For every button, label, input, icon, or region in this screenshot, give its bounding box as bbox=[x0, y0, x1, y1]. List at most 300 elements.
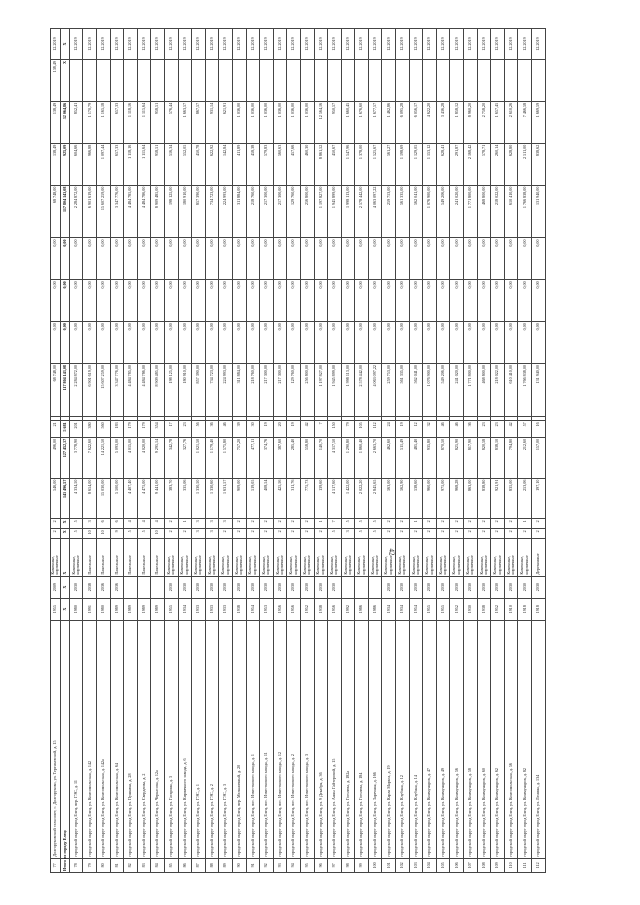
table-cell: 0,00 bbox=[314, 280, 328, 322]
table-cell: 23 bbox=[178, 421, 192, 438]
table-cell: 2030 bbox=[287, 576, 301, 598]
table-cell: 0,00 bbox=[110, 322, 124, 364]
table-cell: 838,62 bbox=[532, 143, 546, 185]
table-cell: 201 bbox=[69, 421, 83, 438]
table-cell: 1952 bbox=[491, 598, 505, 620]
table-cell: 6 bbox=[97, 519, 111, 529]
table-cell: 450,78 bbox=[192, 143, 206, 185]
table-cell: 975,00 bbox=[436, 478, 450, 519]
table-cell: Каменные, кирпичные bbox=[287, 539, 301, 576]
table-cell: 84 bbox=[151, 858, 165, 872]
table-cell: 657,33 bbox=[110, 143, 124, 185]
table-cell: 0,00 bbox=[83, 238, 97, 280]
table-cell: 1955 bbox=[436, 598, 450, 620]
table-cell: 0,00 bbox=[69, 238, 83, 280]
table-cell: Каменные, кирпичные bbox=[396, 539, 410, 576]
table-cell: 2 022,20 bbox=[355, 478, 369, 519]
table-cell: 198 125,00 bbox=[164, 185, 178, 238]
table-cell: 2030 bbox=[260, 576, 274, 598]
table-cell: 0,00 bbox=[450, 322, 464, 364]
table-cell: 3 bbox=[205, 519, 219, 529]
table-cell: 0,00 bbox=[491, 280, 505, 322]
table-cell: 0,00 bbox=[532, 322, 546, 364]
table-cell: 12 564,16 bbox=[314, 101, 328, 143]
table-row bbox=[260, 29, 274, 873]
table-cell: 0,00 bbox=[60, 280, 69, 322]
table-cell: 958,51 bbox=[151, 101, 165, 143]
table-cell: 2 bbox=[450, 529, 464, 539]
table-cell: 2030 bbox=[192, 576, 206, 598]
table-cell: 112 bbox=[368, 421, 382, 438]
table-cell: 2 bbox=[314, 529, 328, 539]
table-cell: 142,84 bbox=[219, 143, 233, 185]
table-cell bbox=[328, 60, 342, 102]
table-row bbox=[504, 29, 518, 873]
table-cell bbox=[137, 60, 151, 102]
table-cell: 0,00 bbox=[287, 280, 301, 322]
table-cell bbox=[436, 416, 450, 420]
table-cell: 4 475,00 bbox=[137, 478, 151, 519]
table-cell: 94 bbox=[287, 858, 301, 872]
table-cell: 17 bbox=[164, 421, 178, 438]
table-cell bbox=[60, 416, 69, 420]
table-cell: 0,00 bbox=[409, 238, 423, 280]
table-cell: 217 300,00 bbox=[260, 185, 274, 238]
table-cell: 183 bbox=[110, 421, 124, 438]
table-cell: 0,00 bbox=[151, 238, 165, 280]
table-cell: 12.2019 bbox=[382, 29, 396, 60]
table-cell bbox=[273, 60, 287, 102]
table-cell: 0,00 bbox=[341, 322, 355, 364]
table-cell: 925,09 bbox=[60, 143, 69, 185]
table-cell: 0,00 bbox=[178, 280, 192, 322]
table-cell: 68 748,00 bbox=[51, 185, 61, 238]
table-cell: 12.2019 bbox=[368, 29, 382, 60]
table-cell: 2030 bbox=[423, 576, 437, 598]
table-cell: 1 179,40 bbox=[205, 437, 219, 478]
table-cell: 1938 bbox=[232, 598, 246, 620]
table-cell: 1 bbox=[314, 519, 328, 529]
table-cell: 12.2019 bbox=[124, 29, 138, 60]
table-cell: 105 bbox=[436, 858, 450, 872]
table-cell bbox=[110, 416, 124, 420]
table-cell: 19 bbox=[260, 421, 274, 438]
table-cell: 3 bbox=[219, 519, 233, 529]
table-cell: 285,40 bbox=[287, 437, 301, 478]
table-row bbox=[151, 29, 165, 873]
table-cell: 0,00 bbox=[532, 280, 546, 322]
table-cell bbox=[382, 416, 396, 420]
table-cell: 1986 bbox=[368, 598, 382, 620]
table-cell: 2 bbox=[382, 519, 396, 529]
table-cell: 838,10 bbox=[491, 437, 505, 478]
table-cell: 6 095,28 bbox=[396, 101, 410, 143]
table-cell: 0,00 bbox=[192, 238, 206, 280]
table-cell: 2 bbox=[178, 529, 192, 539]
table-cell: Каменные, кирпичные bbox=[260, 539, 274, 576]
table-cell: 90 bbox=[232, 858, 246, 872]
table-cell: 1 422,00 bbox=[341, 478, 355, 519]
table-cell: 1 525,67 bbox=[368, 143, 382, 185]
table-cell: 32 064,86 bbox=[60, 101, 69, 143]
table-cell: 2 bbox=[300, 529, 314, 539]
table-cell: городской округ город Елец, ул. ГЭС, д. 2 bbox=[205, 620, 219, 858]
table-cell: 0,00 bbox=[219, 238, 233, 280]
table-cell: 2 bbox=[423, 529, 437, 539]
table-cell: 2 bbox=[396, 519, 410, 529]
table-cell: 0,00 bbox=[246, 238, 260, 280]
table-cell: 604,66 bbox=[69, 143, 83, 185]
table-row bbox=[273, 29, 287, 873]
table-cell bbox=[232, 60, 246, 102]
table-cell: 5 500,00 bbox=[110, 478, 124, 519]
table-cell: 2 bbox=[396, 529, 410, 539]
table-cell: 327,76 bbox=[178, 437, 192, 478]
table-cell: 88 bbox=[205, 858, 219, 872]
table-cell: 131 940,00 bbox=[532, 185, 546, 238]
table-cell: 0,00 bbox=[504, 280, 518, 322]
table-cell: городской округ город Елец, ул. Заречная, д. 166 bbox=[368, 620, 382, 858]
table-row bbox=[69, 29, 83, 873]
table-cell: Панельные bbox=[110, 539, 124, 576]
table-cell: 0,00 bbox=[464, 280, 478, 322]
table-cell: 12.2019 bbox=[341, 29, 355, 60]
table-cell: 460,30 bbox=[300, 143, 314, 185]
table-cell: Каменные, кирпичные bbox=[450, 539, 464, 576]
table-cell: 2 bbox=[260, 529, 274, 539]
table-cell: 79 bbox=[83, 858, 97, 872]
table-cell bbox=[314, 60, 328, 102]
table-cell: 549 206,00 bbox=[436, 185, 450, 238]
table-cell: 241 020,00 bbox=[450, 185, 464, 238]
table-cell: 610 410,00 bbox=[504, 364, 518, 417]
table-cell bbox=[151, 416, 165, 420]
table-cell: 0,00 bbox=[51, 238, 61, 280]
table-cell: 2 bbox=[219, 529, 233, 539]
table-cell: 12.2019 bbox=[219, 29, 233, 60]
table-cell: 1 462,86 bbox=[382, 101, 396, 143]
table-cell bbox=[97, 60, 111, 102]
table-cell: 81 bbox=[110, 858, 124, 872]
table-cell: 36 bbox=[205, 421, 219, 438]
page-number: 42 bbox=[387, 548, 396, 556]
table-cell: 0,00 bbox=[205, 238, 219, 280]
table-cell: 1989 bbox=[151, 598, 165, 620]
table-cell: 383,70 bbox=[164, 478, 178, 519]
table-row bbox=[423, 29, 437, 873]
table-cell: 0,00 bbox=[423, 280, 437, 322]
table-cell: 408,54 bbox=[260, 478, 274, 519]
table-cell: 21 bbox=[51, 421, 61, 438]
table-cell: 46 bbox=[450, 421, 464, 438]
table-cell: 99 bbox=[355, 858, 369, 872]
table-cell: 12.2019 bbox=[504, 29, 518, 60]
table-cell: 12.2019 bbox=[396, 29, 410, 60]
table-cell bbox=[409, 416, 423, 420]
table-row bbox=[205, 29, 219, 873]
table-cell: 621,91 bbox=[219, 101, 233, 143]
table-cell: 1989 bbox=[124, 598, 138, 620]
table-cell bbox=[341, 416, 355, 420]
table-cell: 468 800,00 bbox=[477, 185, 491, 238]
table-cell: 12.2019 bbox=[300, 29, 314, 60]
table-cell: 628,41 bbox=[436, 143, 450, 185]
table-cell bbox=[464, 60, 478, 102]
table-cell: 0,00 bbox=[83, 322, 97, 364]
table-cell: 734 723,00 bbox=[205, 185, 219, 238]
table-cell: 32 bbox=[423, 421, 437, 438]
table-cell: 102 bbox=[396, 858, 410, 872]
table-cell: 2 bbox=[273, 529, 287, 539]
table-cell: 511,49 bbox=[396, 437, 410, 478]
table-cell: 0,00 bbox=[300, 322, 314, 364]
table-cell bbox=[491, 60, 505, 102]
table-cell: 870,50 bbox=[436, 437, 450, 478]
table-cell: 950,57 bbox=[328, 101, 342, 143]
table-cell: 9 295,14 bbox=[151, 437, 165, 478]
table-cell: 519,05 bbox=[246, 478, 260, 519]
table-cell: Каменные, кирпичные bbox=[192, 539, 206, 576]
table-cell: 217 300,00 bbox=[260, 364, 274, 417]
table-cell: городской округ город Елец, ул. Пушкина, д. 28 bbox=[124, 620, 138, 858]
table-cell: городской округ город Елец, пер. Мельничный, д. 20 bbox=[232, 620, 246, 858]
table-cell: 3 bbox=[192, 529, 206, 539]
table-cell: 179 bbox=[137, 421, 151, 438]
table-cell: городской округ город Елец, пер. ГЭС, д. 11 bbox=[69, 620, 83, 858]
table-cell bbox=[97, 416, 111, 420]
table-cell: 0,00 bbox=[300, 280, 314, 322]
table-cell: городской округ город Елец, ул. Комсомольская, д. 56 bbox=[504, 620, 518, 858]
table-cell: 4 063 097,22 bbox=[368, 364, 382, 417]
table-cell: 5 bbox=[69, 529, 83, 539]
table-cell: 42 bbox=[504, 421, 518, 438]
table-cell: X bbox=[60, 519, 69, 529]
table-cell: 218 022,00 bbox=[491, 185, 505, 238]
table-cell: 1991 bbox=[83, 598, 97, 620]
table-cell: 935,80 bbox=[423, 437, 437, 478]
table-cell: 180 910,00 bbox=[178, 364, 192, 417]
table-cell: 2 bbox=[436, 529, 450, 539]
table-cell: Панельные bbox=[151, 539, 165, 576]
table-cell: 259 753,00 bbox=[382, 364, 396, 417]
table-cell: 2 bbox=[51, 519, 61, 529]
table-cell: 1938 bbox=[314, 598, 328, 620]
table-cell: Каменные, кирпичные bbox=[368, 539, 382, 576]
table-cell: 1952 bbox=[450, 598, 464, 620]
table-cell bbox=[83, 60, 97, 102]
table-cell: 97 bbox=[328, 858, 342, 872]
table-cell: 2 bbox=[232, 529, 246, 539]
table-cell: 0,00 bbox=[110, 238, 124, 280]
table-cell: 0,00 bbox=[219, 280, 233, 322]
table-cell: 256 800,00 bbox=[300, 364, 314, 417]
table-row bbox=[382, 29, 396, 873]
table-cell: 4 334,50 bbox=[69, 478, 83, 519]
table-cell: 0,00 bbox=[396, 238, 410, 280]
table-cell: 622,92 bbox=[205, 143, 219, 185]
table-cell: городской округ город Елец, пос. Известкового завода, д. 3 bbox=[300, 620, 314, 858]
table-cell: 143 496,57 bbox=[60, 478, 69, 519]
table-cell bbox=[300, 60, 314, 102]
table-cell: 93 bbox=[273, 858, 287, 872]
table-cell: 857 390,00 bbox=[192, 364, 206, 417]
table-cell: 3 347 776,00 bbox=[110, 364, 124, 417]
table-cell: 12.2019 bbox=[423, 29, 437, 60]
table-cell: 0,00 bbox=[314, 322, 328, 364]
table-cell: 1 663,57 bbox=[178, 101, 192, 143]
table-cell: 85 bbox=[164, 858, 178, 872]
table-cell: 2 bbox=[504, 519, 518, 529]
table-cell: 0,00 bbox=[273, 238, 287, 280]
table-cell: городской округ город Елец, ул. Комсомольская, д. 142 bbox=[83, 620, 97, 858]
table-cell: 23 bbox=[491, 421, 505, 438]
table-cell: 19 bbox=[287, 421, 301, 438]
table-cell: 1 290,80 bbox=[341, 437, 355, 478]
table-cell: 0,00 bbox=[246, 280, 260, 322]
table-cell bbox=[246, 416, 260, 420]
table-cell: 2030 bbox=[409, 576, 423, 598]
table-cell: 1910 bbox=[504, 598, 518, 620]
table-cell: 0,00 bbox=[83, 280, 97, 322]
table-cell: 12.2019 bbox=[328, 29, 342, 60]
table-cell: 111 bbox=[518, 858, 532, 872]
table-cell: 0,00 bbox=[232, 322, 246, 364]
table-cell: Каменные, кирпичные bbox=[423, 539, 437, 576]
table-cell: 0,00 bbox=[355, 280, 369, 322]
table-cell: 82 bbox=[124, 858, 138, 872]
table-cell: 0,00 bbox=[287, 322, 301, 364]
table-cell: 311 884,00 bbox=[232, 185, 246, 238]
table-cell: 8 960,20 bbox=[464, 101, 478, 143]
table-cell: 101 bbox=[382, 858, 396, 872]
table-cell: 516,34 bbox=[164, 143, 178, 185]
table-cell: городской округ город Елец, ул. Комсомольская, д. 142а bbox=[97, 620, 111, 858]
table-cell: городской округ город Елец, ул. Клубная, д. 12 bbox=[396, 620, 410, 858]
table-cell: 0,00 bbox=[97, 322, 111, 364]
table-cell: 2 bbox=[450, 519, 464, 529]
table-cell bbox=[273, 416, 287, 420]
table-cell: Каменные, кирпичные bbox=[491, 539, 505, 576]
table-cell: 2 578 442,00 bbox=[355, 185, 369, 238]
table-cell: 2 284 872,00 bbox=[69, 185, 83, 238]
table-cell: 5 681 bbox=[60, 421, 69, 438]
table-cell: 921,91 bbox=[491, 478, 505, 519]
table-cell: 1918 bbox=[518, 598, 532, 620]
table-cell bbox=[151, 60, 165, 102]
table-cell: 106 bbox=[450, 858, 464, 872]
table-cell: 2 758,20 bbox=[477, 101, 491, 143]
table-cell: 1 118,16 bbox=[124, 101, 138, 143]
table-cell: 2 bbox=[436, 519, 450, 529]
table-cell bbox=[260, 60, 274, 102]
table-cell: 0,00 bbox=[491, 322, 505, 364]
table-cell: 4 484 785,00 bbox=[124, 364, 138, 417]
table-cell: 150 bbox=[328, 421, 342, 438]
table-cell bbox=[60, 620, 69, 858]
table-cell: 1 660,45 bbox=[341, 101, 355, 143]
table-cell: 197,10 bbox=[532, 478, 546, 519]
table-cell: 9 bbox=[110, 529, 124, 539]
table-cell: 198 125,00 bbox=[164, 364, 178, 417]
table-cell: 477,11 bbox=[246, 437, 260, 478]
table-cell: 425,56 bbox=[273, 478, 287, 519]
table-cell: 2 845,65 bbox=[368, 478, 382, 519]
table-cell bbox=[219, 60, 233, 102]
table-cell: городской округ город Елец, ул. Карла Маркса, д. 19 bbox=[382, 620, 396, 858]
table-cell: Каменные, кирпичные bbox=[382, 539, 396, 576]
table-cell bbox=[205, 416, 219, 420]
table-cell: Деревянные bbox=[532, 539, 546, 576]
table-cell: 1953 bbox=[260, 598, 274, 620]
table-row bbox=[368, 29, 382, 873]
table-cell: 46 bbox=[436, 421, 450, 438]
table-cell: 259 753,00 bbox=[382, 185, 396, 238]
table-cell: 0,00 bbox=[518, 280, 532, 322]
table-cell: 92 bbox=[260, 858, 274, 872]
table-cell: городской округ город Елец, ул. Анны Гайтеровой, д. 15 bbox=[328, 620, 342, 858]
table-cell: 2 bbox=[287, 519, 301, 529]
table-cell bbox=[450, 416, 464, 420]
table-cell: 546,00 bbox=[51, 478, 61, 519]
table-cell: 180 910,00 bbox=[178, 185, 192, 238]
table-cell: 0,00 bbox=[450, 238, 464, 280]
table-cell: 9 441,00 bbox=[151, 478, 165, 519]
table-cell: 5 bbox=[69, 519, 83, 529]
table-cell: 108 bbox=[477, 858, 491, 872]
table-cell: 2 bbox=[532, 529, 546, 539]
table-cell: 2 bbox=[477, 519, 491, 529]
table-cell: X bbox=[60, 576, 69, 598]
table-cell: городской округ город Елец, ул. Коммунаров, д. 47 bbox=[423, 620, 437, 858]
table-cell: 127 452,37 bbox=[60, 437, 69, 478]
table-cell: 1 657,45 bbox=[491, 101, 505, 143]
table-cell: 2 bbox=[232, 519, 246, 529]
table-cell: 610 410,00 bbox=[504, 185, 518, 238]
housing-register-table bbox=[50, 28, 546, 873]
table-cell: 12.2019 bbox=[232, 29, 246, 60]
table-cell: 129 760,00 bbox=[287, 364, 301, 417]
table-cell: 2030 bbox=[178, 576, 192, 598]
table-cell: Каменные, кирпичные bbox=[355, 539, 369, 576]
table-cell: 1954 bbox=[409, 598, 423, 620]
table-cell bbox=[69, 416, 83, 420]
table-cell: городской округ город Елец, пос. Известкового завода, д. 2 bbox=[287, 620, 301, 858]
table-cell: 7 bbox=[314, 421, 328, 438]
table-cell: 0,00 bbox=[436, 280, 450, 322]
table-cell: 1 945 899,00 bbox=[328, 364, 342, 417]
table-cell: Панельные bbox=[97, 539, 111, 576]
table-cell bbox=[164, 60, 178, 102]
table-cell: 2 663,70 bbox=[368, 437, 382, 478]
table-cell: 1 858,12 bbox=[450, 101, 464, 143]
table-cell bbox=[355, 60, 369, 102]
table-cell: 4 020,00 bbox=[137, 437, 151, 478]
table-cell: 0,00 bbox=[273, 322, 287, 364]
table-cell: 538,60 bbox=[409, 478, 423, 519]
table-cell: 960,00 bbox=[423, 478, 437, 519]
table-cell: 562 041,00 bbox=[409, 364, 423, 417]
table-cell: 1 036,00 bbox=[232, 101, 246, 143]
table-cell: 86 bbox=[178, 858, 192, 872]
table-cell: 3 347 776,00 bbox=[110, 185, 124, 238]
table-cell: 2030 bbox=[164, 576, 178, 598]
table-cell bbox=[124, 576, 138, 598]
table-cell: X bbox=[60, 539, 69, 576]
table-cell: 4 517,60 bbox=[328, 478, 342, 519]
table-cell: 0,00 bbox=[368, 238, 382, 280]
table-cell bbox=[532, 60, 546, 102]
table-cell: 12.2019 bbox=[491, 29, 505, 60]
